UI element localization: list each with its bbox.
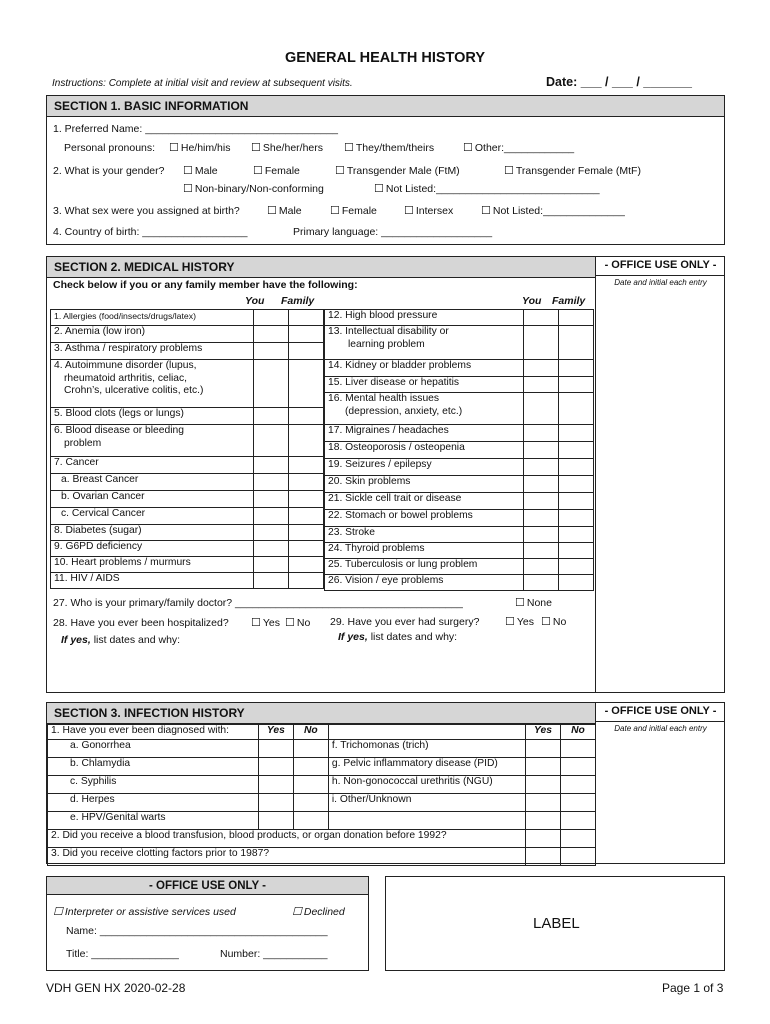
family-checkbox[interactable] xyxy=(559,543,594,559)
you-checkbox[interactable] xyxy=(524,510,559,527)
family-checkbox[interactable] xyxy=(289,343,324,360)
condition-label: 20. Skin problems xyxy=(325,476,524,493)
condition-label: 2. Anemia (low iron) xyxy=(51,326,254,343)
family-checkbox[interactable] xyxy=(559,476,594,493)
infection-label: f. Trichomonas (trich) xyxy=(328,740,525,758)
office-name-field[interactable]: Name: _______________________________________ xyxy=(66,925,328,937)
condition-label: 8. Diabetes (sugar) xyxy=(51,525,254,541)
you-checkbox[interactable] xyxy=(254,541,289,557)
you-checkbox[interactable] xyxy=(254,508,289,525)
infection-label: c. Syphilis xyxy=(48,776,259,794)
you-checkbox[interactable] xyxy=(254,360,289,408)
family-checkbox[interactable] xyxy=(289,557,324,573)
you-checkbox[interactable] xyxy=(524,377,559,393)
you-checkbox[interactable] xyxy=(254,557,289,573)
no-checkbox[interactable] xyxy=(561,794,596,812)
infection-label: g. Pelvic inflammatory disease (PID) xyxy=(328,758,525,776)
yes-checkbox[interactable] xyxy=(258,812,293,830)
sex-male-checkbox[interactable]: ☐ Male xyxy=(267,204,302,217)
family-checkbox[interactable] xyxy=(559,442,594,459)
yes-checkbox[interactable] xyxy=(258,794,293,812)
family-checkbox[interactable] xyxy=(559,510,594,527)
family-checkbox[interactable] xyxy=(559,425,594,442)
family-checkbox[interactable] xyxy=(289,525,324,541)
gender-male-checkbox[interactable]: ☐ Male xyxy=(183,164,218,177)
you-checkbox[interactable] xyxy=(254,326,289,343)
hospitalized-question: 28. Have you ever been hospitalized? xyxy=(53,617,229,629)
hospitalized-list-prompt[interactable]: If yes, list dates and why: xyxy=(61,634,181,646)
family-checkbox[interactable] xyxy=(559,559,594,575)
yes-column-header: Yes xyxy=(258,725,293,740)
yes-checkbox[interactable] xyxy=(526,794,561,812)
condition-label: 12. High blood pressure xyxy=(325,310,524,326)
yes-checkbox[interactable] xyxy=(526,848,561,866)
gender-notlisted-checkbox[interactable]: ☐ Not Listed:____________________________ xyxy=(374,182,600,195)
condition-label: b. Ovarian Cancer xyxy=(51,491,254,508)
infection-label: e. HPV/Genital warts xyxy=(48,812,259,830)
gender-transfemale-checkbox[interactable]: ☐ Transgender Female (MtF) xyxy=(504,164,641,177)
condition-label: 4. Autoimmune disorder (lupus, rheumatoid arthritis, celiac, Crohn’s, ulcerative colitis, etc.) xyxy=(51,360,254,408)
you-checkbox[interactable] xyxy=(254,573,289,589)
yes-checkbox[interactable] xyxy=(526,830,561,848)
infection-label: a. Gonorrhea xyxy=(48,740,259,758)
you-checkbox[interactable] xyxy=(524,527,559,543)
you-checkbox[interactable] xyxy=(254,310,289,326)
diagnosed-question: 1. Have you ever been diagnosed with: xyxy=(48,725,259,740)
family-checkbox[interactable] xyxy=(559,393,594,425)
no-checkbox[interactable] xyxy=(293,740,328,758)
family-header-right: Family xyxy=(552,295,586,307)
family-checkbox[interactable] xyxy=(559,527,594,543)
family-checkbox[interactable] xyxy=(559,493,594,510)
interpreter-checkbox[interactable]: ☐ Interpreter or assistive services used xyxy=(53,905,236,918)
condition-label: 21. Sickle cell trait or disease xyxy=(325,493,524,510)
office-use-header-2: - OFFICE USE ONLY - xyxy=(604,259,717,271)
no-checkbox[interactable] xyxy=(293,794,328,812)
no-checkbox[interactable] xyxy=(561,758,596,776)
surgery-no-checkbox[interactable]: ☐ No xyxy=(541,615,566,628)
blank-cell xyxy=(328,725,525,740)
no-checkbox[interactable] xyxy=(561,776,596,794)
transfusion-question: 2. Did you receive a blood transfusion, blood products, or organ donation before 1992? xyxy=(48,830,526,848)
you-checkbox[interactable] xyxy=(254,491,289,508)
hospitalized-yes-checkbox[interactable]: ☐ Yes xyxy=(251,616,280,629)
pronoun-they-checkbox[interactable]: ☐ They/them/theirs xyxy=(344,141,434,154)
gender-transmale-checkbox[interactable]: ☐ Transgender Male (FtM) xyxy=(335,164,460,177)
you-checkbox[interactable] xyxy=(254,425,289,457)
condition-label: a. Breast Cancer xyxy=(51,474,254,491)
infection-label: b. Chlamydia xyxy=(48,758,259,776)
family-checkbox[interactable] xyxy=(559,459,594,476)
country-field[interactable]: 4. Country of birth: __________________ xyxy=(53,226,248,238)
page-title: GENERAL HEALTH HISTORY xyxy=(284,50,486,66)
pronoun-other-checkbox[interactable]: ☐ Other:____________ xyxy=(463,141,574,154)
sex-notlisted-checkbox[interactable]: ☐ Not Listed:______________ xyxy=(481,204,625,217)
condition-label: 13. Intellectual disability or learning problem xyxy=(325,326,524,360)
condition-label: 3. Asthma / respiratory problems xyxy=(51,343,254,360)
you-checkbox[interactable] xyxy=(524,326,559,360)
you-checkbox[interactable] xyxy=(524,476,559,493)
no-column-header: No xyxy=(561,725,596,740)
condition-label: 1. Allergies (food/insects/drugs/latex) xyxy=(51,310,254,326)
you-checkbox[interactable] xyxy=(524,310,559,326)
pronoun-she-checkbox[interactable]: ☐ She/her/hers xyxy=(251,141,323,154)
family-checkbox[interactable] xyxy=(289,541,324,557)
infection-label: d. Herpes xyxy=(48,794,259,812)
declined-checkbox[interactable]: ☐ Declined xyxy=(292,905,345,918)
condition-label: 5. Blood clots (legs or lungs) xyxy=(51,408,254,425)
no-checkbox[interactable] xyxy=(561,740,596,758)
yes-checkbox[interactable] xyxy=(526,740,561,758)
family-checkbox[interactable] xyxy=(289,408,324,425)
sex-label: 3. What sex were you assigned at birth? xyxy=(53,205,240,217)
check-instruction: Check below if you or any family member have the following: xyxy=(53,279,358,291)
office-use-header-3: - OFFICE USE ONLY - xyxy=(604,705,717,717)
you-checkbox[interactable] xyxy=(254,408,289,425)
you-checkbox[interactable] xyxy=(524,459,559,476)
condition-label: 19. Seizures / epilepsy xyxy=(325,459,524,476)
condition-label: 24. Thyroid problems xyxy=(325,543,524,559)
no-checkbox[interactable] xyxy=(561,812,596,830)
gender-female-checkbox[interactable]: ☐ Female xyxy=(253,164,300,177)
condition-label: 16. Mental health issues (depression, anxiety, etc.) xyxy=(325,393,524,425)
you-checkbox[interactable] xyxy=(254,343,289,360)
office-divider-2 xyxy=(596,275,725,276)
yes-checkbox[interactable] xyxy=(526,812,561,830)
sex-female-checkbox[interactable]: ☐ Female xyxy=(330,204,377,217)
condition-label: 26. Vision / eye problems xyxy=(325,575,524,591)
family-checkbox[interactable] xyxy=(289,425,324,457)
surgery-question: 29. Have you ever had surgery? xyxy=(330,616,480,628)
you-checkbox[interactable] xyxy=(524,425,559,442)
no-column-header: No xyxy=(293,725,328,740)
no-checkbox[interactable] xyxy=(561,848,596,866)
you-header-right: You xyxy=(522,295,542,307)
doctor-none-checkbox[interactable]: ☐ None xyxy=(515,596,552,609)
page-number: Page 1 of 3 xyxy=(662,981,724,995)
language-field[interactable]: Primary language: ___________________ xyxy=(293,226,493,238)
yes-checkbox[interactable] xyxy=(526,776,561,794)
family-checkbox[interactable] xyxy=(559,360,594,377)
form-code: VDH GEN HX 2020-02-28 xyxy=(46,981,186,995)
condition-label: 9. G6PD deficiency xyxy=(51,541,254,557)
yes-checkbox[interactable] xyxy=(526,758,561,776)
office-divider-3 xyxy=(596,721,725,722)
medical-table-right xyxy=(324,309,594,591)
family-checkbox[interactable] xyxy=(289,474,324,491)
section-3-header: SECTION 3. INFECTION HISTORY xyxy=(47,703,595,724)
condition-label: 10. Heart problems / murmurs xyxy=(51,557,254,573)
no-checkbox[interactable] xyxy=(561,830,596,848)
condition-label: 25. Tuberculosis or lung problem xyxy=(325,559,524,575)
you-checkbox[interactable] xyxy=(254,474,289,491)
condition-label: 6. Blood disease or bleeding problem xyxy=(51,425,254,457)
office-sub-3: Date and initial each entry xyxy=(614,724,707,733)
you-checkbox[interactable] xyxy=(524,575,559,591)
infection-label: h. Non-gonococcal urethritis (NGU) xyxy=(328,776,525,794)
yes-checkbox[interactable] xyxy=(258,758,293,776)
yes-column-header: Yes xyxy=(526,725,561,740)
you-checkbox[interactable] xyxy=(524,393,559,425)
yes-checkbox[interactable] xyxy=(258,776,293,794)
no-checkbox[interactable] xyxy=(293,812,328,830)
you-checkbox[interactable] xyxy=(524,360,559,377)
family-checkbox[interactable] xyxy=(289,457,324,474)
condition-label: 11. HIV / AIDS xyxy=(51,573,254,589)
condition-label: 18. Osteoporosis / osteopenia xyxy=(325,442,524,459)
family-checkbox[interactable] xyxy=(289,310,324,326)
you-checkbox[interactable] xyxy=(524,559,559,575)
blank-cell xyxy=(328,812,525,830)
instructions: Instructions: Complete at initial visit and review at subsequent visits. xyxy=(52,78,353,89)
family-checkbox[interactable] xyxy=(559,377,594,393)
condition-label: 15. Liver disease or hepatitis xyxy=(325,377,524,393)
you-header-left: You xyxy=(245,295,265,307)
section-1-header: SECTION 1. BASIC INFORMATION xyxy=(47,96,724,117)
family-header-left: Family xyxy=(281,295,315,307)
infection-label: i. Other/Unknown xyxy=(328,794,525,812)
family-checkbox[interactable] xyxy=(289,573,324,589)
no-checkbox[interactable] xyxy=(293,758,328,776)
condition-label: 22. Stomach or bowel problems xyxy=(325,510,524,527)
family-checkbox[interactable] xyxy=(559,575,594,591)
pronouns-label: Personal pronouns: xyxy=(64,142,156,154)
you-checkbox[interactable] xyxy=(254,525,289,541)
sex-intersex-checkbox[interactable]: ☐ Intersex xyxy=(404,204,453,217)
condition-label: c. Cervical Cancer xyxy=(51,508,254,525)
surgery-list-prompt[interactable]: If yes, list dates and why: xyxy=(338,631,458,643)
infection-table xyxy=(47,724,596,866)
preferred-name-field[interactable]: 1. Preferred Name: _________________________________ xyxy=(53,123,338,135)
condition-label: 7. Cancer xyxy=(51,457,254,474)
family-checkbox[interactable] xyxy=(559,310,594,326)
clotting-question: 3. Did you receive clotting factors prior to 1987? xyxy=(48,848,526,866)
office-number-field[interactable]: Number: ___________ xyxy=(220,948,328,960)
you-checkbox[interactable] xyxy=(524,493,559,510)
office-title-field[interactable]: Title: _______________ xyxy=(66,948,179,960)
office-use-header: - OFFICE USE ONLY - xyxy=(46,876,369,895)
you-checkbox[interactable] xyxy=(524,442,559,459)
office-sub-2: Date and initial each entry xyxy=(614,278,707,287)
medical-table-left xyxy=(50,309,324,589)
family-checkbox[interactable] xyxy=(289,491,324,508)
family-checkbox[interactable] xyxy=(289,360,324,408)
condition-label: 14. Kidney or bladder problems xyxy=(325,360,524,377)
you-checkbox[interactable] xyxy=(254,457,289,474)
condition-label: 17. Migraines / headaches xyxy=(325,425,524,442)
label-text: LABEL xyxy=(533,915,580,932)
gender-label: 2. What is your gender? xyxy=(53,165,165,177)
condition-label: 23. Stroke xyxy=(325,527,524,543)
hospitalized-no-checkbox[interactable]: ☐ No xyxy=(285,616,310,629)
section-2-header: SECTION 2. MEDICAL HISTORY xyxy=(47,257,595,278)
primary-doctor-field[interactable]: 27. Who is your primary/family doctor? _______________________________________ xyxy=(53,597,463,609)
family-checkbox[interactable] xyxy=(289,508,324,525)
you-checkbox[interactable] xyxy=(524,543,559,559)
yes-checkbox[interactable] xyxy=(258,740,293,758)
gender-nonbinary-checkbox[interactable]: ☐ Non-binary/Non-conforming xyxy=(183,182,324,195)
no-checkbox[interactable] xyxy=(293,776,328,794)
date-field[interactable]: Date: ___ / ___ / _______ xyxy=(546,75,692,89)
pronoun-he-checkbox[interactable]: ☐ He/him/his xyxy=(169,141,230,154)
surgery-yes-checkbox[interactable]: ☐ Yes xyxy=(505,615,534,628)
family-checkbox[interactable] xyxy=(559,326,594,360)
family-checkbox[interactable] xyxy=(289,326,324,343)
